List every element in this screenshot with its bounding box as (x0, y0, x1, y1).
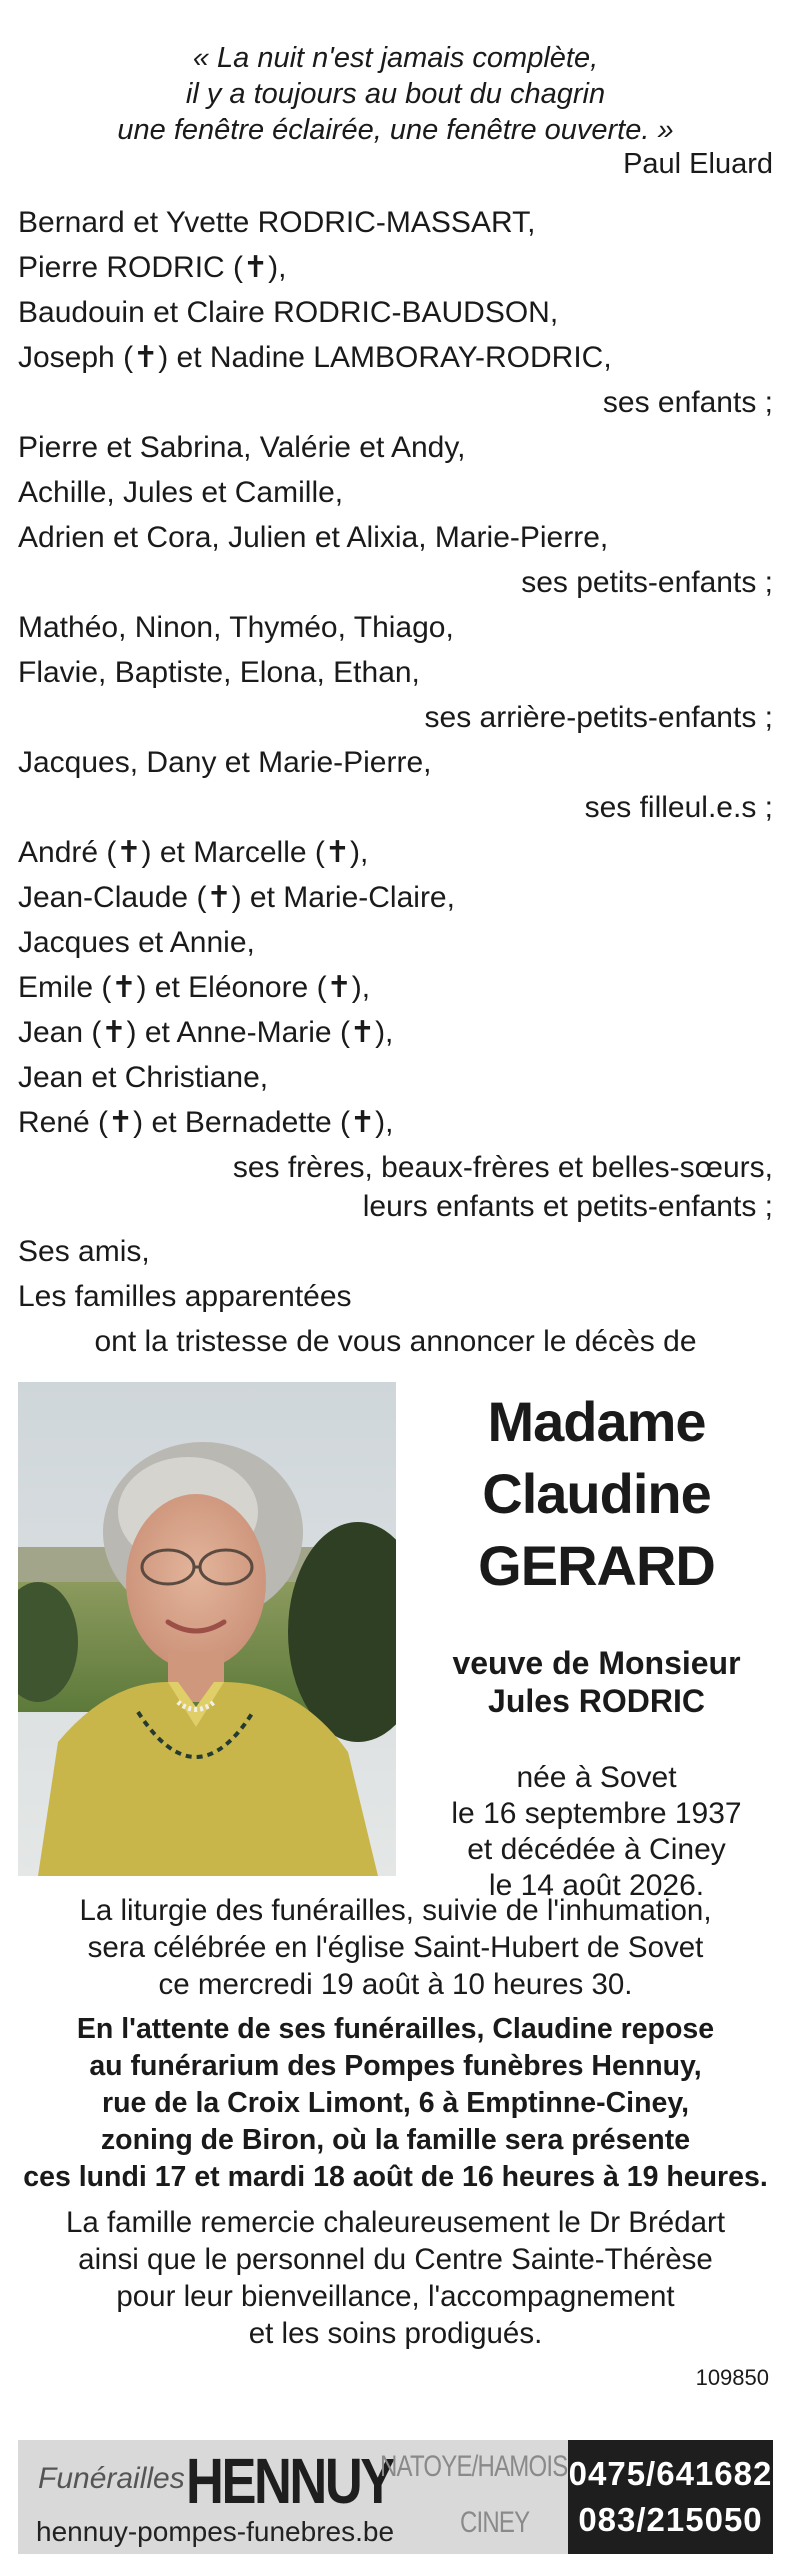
family-member: André (✝) et Marcelle (✝), (18, 836, 369, 869)
banner-location: CINEY (460, 2506, 530, 2539)
info-line: ainsi que le personnel du Centre Sainte-Thérèse (78, 2243, 713, 2276)
relation-label: ses petits-enfants ; (521, 566, 773, 599)
info-line: sera célébrée en l'église Saint-Hubert de Sovet (87, 1931, 704, 1964)
quote-line: « La nuit n'est jamais complète, (192, 42, 599, 74)
poem-quote (18, 0, 773, 148)
phone-number[interactable]: 083/215050 (578, 2501, 763, 2538)
banner-location: NATOYE/HAMOIS (380, 2450, 568, 2483)
info-line: La famille remercie chaleureusement le Dr Brédart (65, 2206, 726, 2239)
name-line: Claudine (482, 1462, 711, 1525)
family-member: Bernard et Yvette RODRIC-MASSART, (18, 206, 536, 239)
quote-line: une fenêtre éclairée, une fenêtre ouverte. » (117, 114, 674, 146)
family-member: Les familles apparentées (18, 1280, 352, 1313)
family-member: Jean et Christiane, (18, 1061, 269, 1094)
liturgy-text (18, 1892, 773, 2003)
family-member: Pierre et Sabrina, Valérie et Andy, (18, 431, 466, 464)
info-line: zoning de Biron, où la famille sera présente (100, 2124, 691, 2156)
funeral-info (18, 1892, 773, 2352)
widow-line: Jules RODRIC (488, 1683, 705, 1719)
deceased-info (420, 1382, 773, 1904)
family-member: Jacques, Dany et Marie-Pierre, (18, 746, 432, 779)
deceased-section (18, 1382, 773, 1902)
portrait-image (18, 1382, 396, 1876)
name-line: GERARD (478, 1534, 715, 1597)
family-member: René (✝) et Bernadette (✝), (18, 1106, 394, 1139)
date-line: née à Sovet (516, 1761, 677, 1794)
quote-line: il y a toujours au bout du chagrin (185, 78, 606, 110)
date-line: et décédée à Ciney (467, 1833, 726, 1866)
banner-label: Funérailles (38, 2462, 185, 2495)
info-line: au funérarium des Pompes funèbres Hennuy, (89, 2050, 702, 2082)
relation-label: ses filleul.e.s ; (584, 791, 773, 824)
visitation-text (18, 2011, 773, 2196)
info-line: rue de la Croix Limont, 6 à Emptinne-Ciney, (102, 2087, 689, 2119)
relation-label: ses enfants ; (602, 386, 773, 419)
info-line: En l'attente de ses funérailles, Claudine repose (76, 2013, 715, 2045)
banner-brand-area (18, 2440, 568, 2554)
family-member: Jacques et Annie, (18, 926, 255, 959)
relation-label: leurs enfants et petits-enfants ; (362, 1190, 773, 1223)
family-member: Joseph (✝) et Nadine LAMBORAY-RODRIC, (18, 341, 612, 374)
relation-label: ses frères, beaux-frères et belles-sœurs, (232, 1151, 773, 1184)
family-member: Jean (✝) et Anne-Marie (✝), (18, 1016, 394, 1049)
family-member: Adrien et Cora, Julien et Alixia, Marie-Pierre, (18, 521, 609, 554)
info-line: pour leur bienveillance, l'accompagnement (116, 2280, 675, 2313)
relation-label: ses arrière-petits-enfants ; (424, 701, 773, 734)
widow-of (420, 1644, 773, 1720)
date-line: le 16 septembre 1937 (451, 1797, 742, 1830)
name-line: Madame (487, 1390, 706, 1453)
reference-number: 109850 (695, 2365, 769, 2390)
announcement-text: ont la tristesse de vous annoncer le décès de (94, 1325, 697, 1358)
info-line: et les soins prodigués. (248, 2317, 543, 2350)
family-member: Mathéo, Ninon, Thyméo, Thiago, (18, 611, 454, 644)
family-member: Ses amis, (18, 1235, 150, 1268)
website-link[interactable]: hennuy-pompes-funebres.be (36, 2516, 395, 2547)
family-member: Pierre RODRIC (✝), (18, 251, 287, 284)
info-line: La liturgie des funérailles, suivie de l'inhumation, (79, 1894, 712, 1927)
phone-number[interactable]: 0475/641682 (568, 2455, 773, 2492)
funeral-home-banner (18, 2440, 773, 2554)
birth-death-dates (420, 1760, 773, 1904)
widow-line: veuve de Monsieur (452, 1645, 741, 1681)
thanks-text (18, 2204, 773, 2352)
portrait-photo (18, 1382, 396, 1876)
family-list (18, 200, 773, 1364)
family-member: Emile (✝) et Eléonore (✝), (18, 971, 371, 1004)
family-member: Achille, Jules et Camille, (18, 476, 344, 509)
family-member: Flavie, Baptiste, Elona, Ethan, (18, 656, 420, 689)
info-line: ces lundi 17 et mardi 18 août de 16 heures à 19 heures. (23, 2161, 768, 2193)
date-line: le 14 août 2026. (488, 1869, 705, 1902)
info-line: ce mercredi 19 août à 10 heures 30. (158, 1968, 633, 2001)
banner-phones (568, 2440, 773, 2554)
quote-author: Paul Eluard (623, 148, 773, 180)
deceased-name (420, 1382, 773, 1602)
brand-logo: HENNUY (186, 2445, 393, 2517)
family-member: Jean-Claude (✝) et Marie-Claire, (18, 881, 455, 914)
family-member: Baudouin et Claire RODRIC-BAUDSON, (18, 296, 559, 329)
